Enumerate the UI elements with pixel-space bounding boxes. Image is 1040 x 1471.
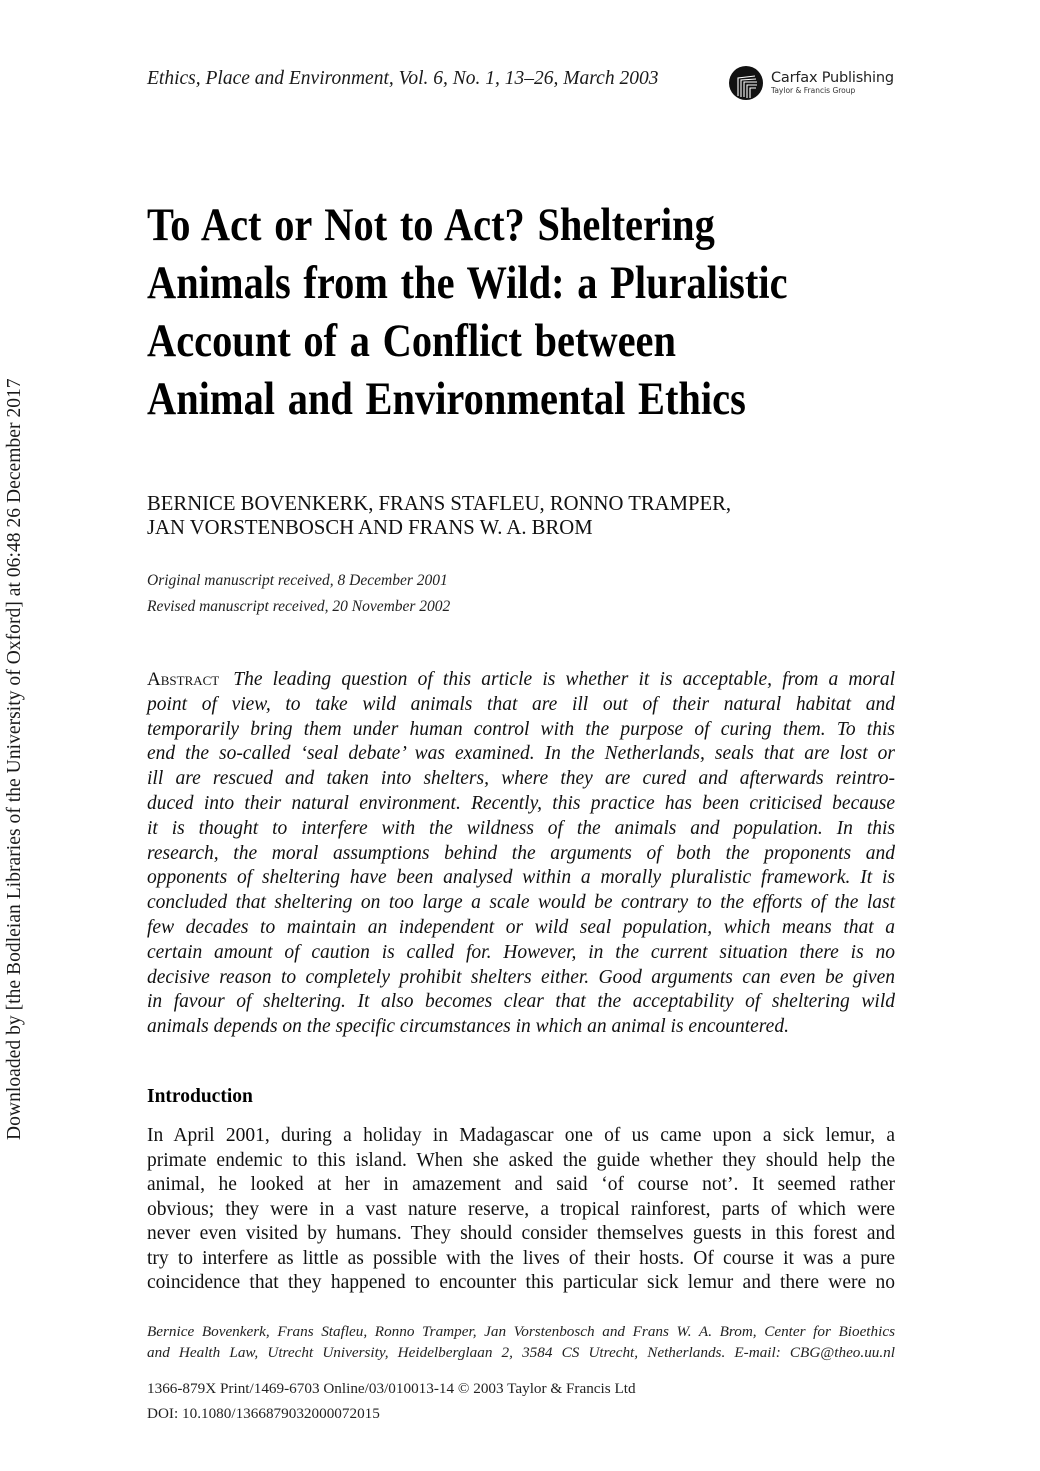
publisher-group: Taylor & Francis Group xyxy=(771,86,856,95)
introduction-body xyxy=(147,1124,895,1296)
abstract-line: certain amount of caution is called for. However, in the current situation there is no xyxy=(147,941,895,963)
original-received-date: Original manuscript received, 8 December 2001 xyxy=(147,572,448,589)
title-line: Animals from the Wild: a Pluralistic xyxy=(147,257,788,309)
abstract-line: temporarily bring them under human control with the purpose of curing them. To this xyxy=(147,718,895,740)
revised-received-date: Revised manuscript received, 20 November 2002 xyxy=(147,598,451,615)
abstract-line: end the so-called ‘seal debate’ was examined. In the Netherlands, seals that are lost or xyxy=(147,743,895,765)
affiliation-line: and Health Law, Utrecht University, Heidelberglaan 2, 3584 CS Utrecht, Netherlands. E-mail: CBG@theo.uu.nl xyxy=(147,1344,895,1361)
author-line: JAN VORSTENBOSCH AND FRANS W. A. BROM xyxy=(147,515,593,539)
abstract-line: ill are rescued and taken into shelters, where they are cured and afterwards reintro- xyxy=(147,768,895,790)
abstract-line: few decades to maintain an independent or wild seal population, which means that a xyxy=(147,916,895,938)
publisher-logo xyxy=(729,64,899,102)
body-line: coincidence that they happened to encounter this particular sick lemur and there were no xyxy=(147,1272,895,1293)
author-affiliation xyxy=(147,1321,895,1363)
article-title xyxy=(147,196,921,428)
carfax-logo-icon xyxy=(729,66,763,100)
body-line: animal, he looked at her in amazement and said ‘of course not’. It seemed rather xyxy=(147,1174,895,1195)
author-line: BERNICE BOVENKERK, FRANS STAFLEU, RONNO TRAMPER, xyxy=(147,491,732,515)
abstract-line: opponents of sheltering have been analysed within a morally pluralistic framework. It is xyxy=(147,867,895,889)
abstract-line: duced into their natural environment. Recently, this practice has been criticised because xyxy=(147,792,895,814)
doi: DOI: 10.1080/1366879032000072015 xyxy=(147,1405,380,1422)
abstract-line: decisive reason to completely prohibit shelters either. Good arguments can even be given xyxy=(147,966,895,988)
title-line: Animal and Environmental Ethics xyxy=(147,373,746,425)
section-heading-introduction: Introduction xyxy=(147,1086,253,1107)
body-line: obvious; they were in a vast nature reserve, a tropical rainforest, parts of which were xyxy=(147,1198,895,1220)
abstract-line: animals depends on the specific circumstances in which an animal is encountered. xyxy=(147,1016,789,1038)
body-line: primate endemic to this island. When she asked the guide whether they should help the xyxy=(147,1149,895,1171)
abstract-line: concluded that sheltering on too large a scale would be contrary to the efforts of the last xyxy=(147,892,895,914)
issn-copyright: 1366-879X Print/1469-6703 Online/03/010013-14 © 2003 Taylor & Francis Ltd xyxy=(147,1380,636,1397)
abstract-line: research, the moral assumptions behind the arguments of both the proponents and xyxy=(147,842,895,864)
abstract xyxy=(147,668,895,1040)
title-line: To Act or Not to Act? Sheltering xyxy=(147,199,715,251)
body-line: try to interfere as little as possible with the lives of their hosts. Of course it was a pure xyxy=(147,1247,895,1269)
abstract-line: in favour of sheltering. It also becomes clear that the acceptability of sheltering wild xyxy=(147,991,895,1013)
body-line: In April 2001, during a holiday in Madagascar one of us came upon a sick lemur, a xyxy=(147,1125,895,1146)
affiliation-line: Bernice Bovenkerk, Frans Stafleu, Ronno Tramper, Jan Vorstenbosch and Frans W. A. Brom, Center for Bioethics xyxy=(147,1323,895,1340)
abstract-label: Abstract xyxy=(147,669,220,690)
abstract-line: Abstract The leading question of this article is whether it is acceptable, from a moral xyxy=(147,669,895,690)
body-line: never even visited by humans. They should consider themselves guests in this forest and xyxy=(147,1223,895,1244)
publisher-name: Carfax Publishing xyxy=(771,70,894,86)
journal-citation: Ethics, Place and Environment, Vol. 6, No. 1, 13–26, March 2003 xyxy=(147,68,659,89)
download-watermark: Downloaded by [the Bodleian Libraries of the University of Oxford] at 06:48 26 December 2017 xyxy=(4,378,25,1140)
title-line: Account of a Conflict between xyxy=(147,315,676,367)
abstract-line: point of view, to take wild animals that are ill out of their natural habitat and xyxy=(147,693,895,715)
abstract-line: it is thought to interfere with the wildness of the animals and population. In this xyxy=(147,817,895,839)
author-list xyxy=(147,491,731,539)
